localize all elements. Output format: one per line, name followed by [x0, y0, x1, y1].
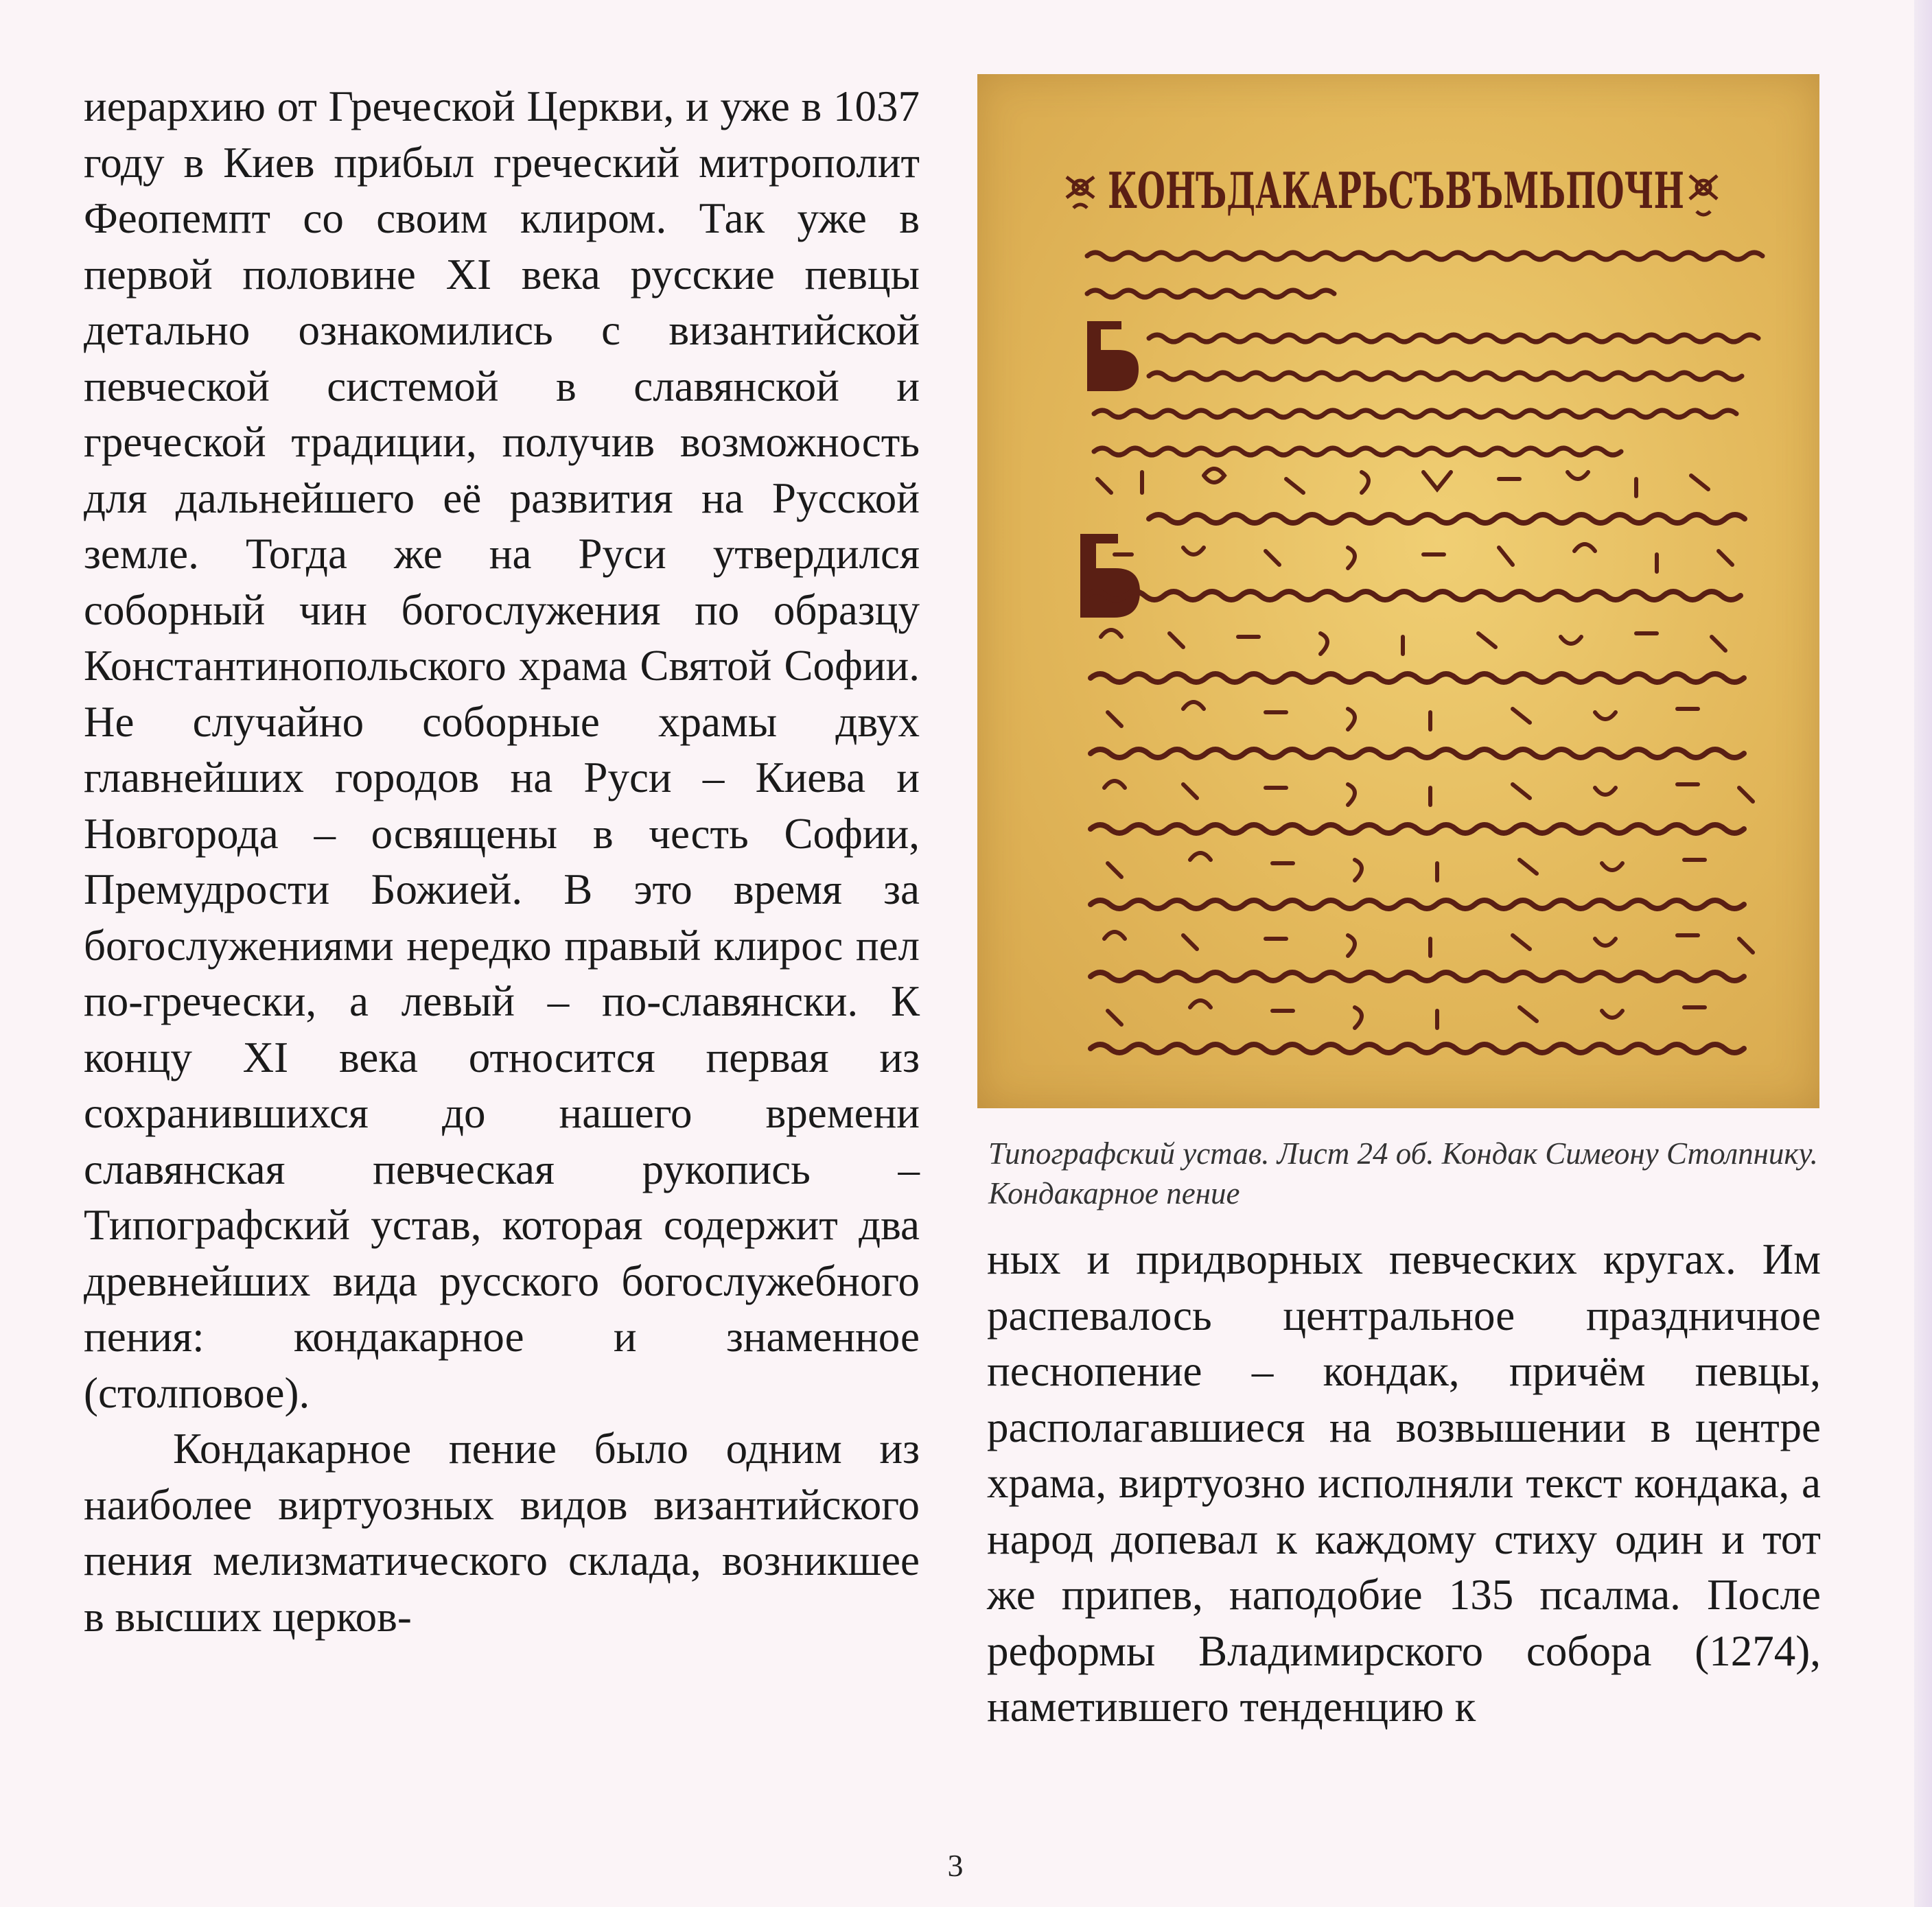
body-paragraph: иерархию от Греческой Церкви, и уже в 1037 году в Киев прибыл греческий митрополит Феопемпт со своим клиром. Так уже в первой половине XI века русские певцы детально ознакомились с византийской певческой системой в славянской и греческой традиции, получив возможность для дальнейшего её развития на Русской земле. Тогда же на Руси утвердился соборный чин богослужения по образцу Константинопольского храма Святой Софии. Не случайно соборные храмы двух главнейших городов на Руси – Киева и Новгорода – освящены в честь Софии, Премудрости Божией. В это время за богослужениями нередко правый клирос пел по-гречески, а левый – по-славянски. К концу XI века относится первая из сохранившихся до нашего времени славянская певческая рукопись – Типографский устав, которая содержит два древнейших вида русского богослужебного пения: кондакарное и знаменное (столповое). [84, 82, 920, 1417]
body-paragraph: ных и придворных певческих кругах. Им распевалось центральное праздничное песнопение – кондак, причём певцы, располагавшиеся на возвышении в центре храма, виртуозно исполняли текст кондака, а народ допевал к каждому стиху один и тот же припев, наподобие 135 псалма. После реформы Владимирского собора (1274), наметившего тенденцию к [987, 1235, 1821, 1731]
neume-notation-marks [1097, 469, 1753, 1028]
ornament-left-icon [1067, 177, 1094, 208]
body-paragraph: Кондакарное пение было одним из наиболее виртуозных видов византийского пения мелизматического склада, возникшее в высших церков- [84, 1425, 920, 1641]
page-number: 3 [947, 1848, 964, 1883]
right-text-column [987, 1232, 1821, 1735]
manuscript-header: КОНЪДАКАРЬСЪВЪМЬПОЧН [1108, 161, 1684, 220]
manuscript-illustration [977, 74, 1819, 1108]
manuscript-text-lines [1087, 253, 1762, 1053]
left-text-column [84, 79, 920, 1645]
initial-letter-glyph [1080, 321, 1140, 618]
ornament-right-icon [1690, 176, 1717, 215]
manuscript-page-image [977, 74, 1819, 1108]
page-edge [1914, 0, 1932, 1907]
figure-caption: Типографский устав. Лист 24 об. Кондак Симеону Столпнику. Кондакарное пение [988, 1136, 1818, 1210]
